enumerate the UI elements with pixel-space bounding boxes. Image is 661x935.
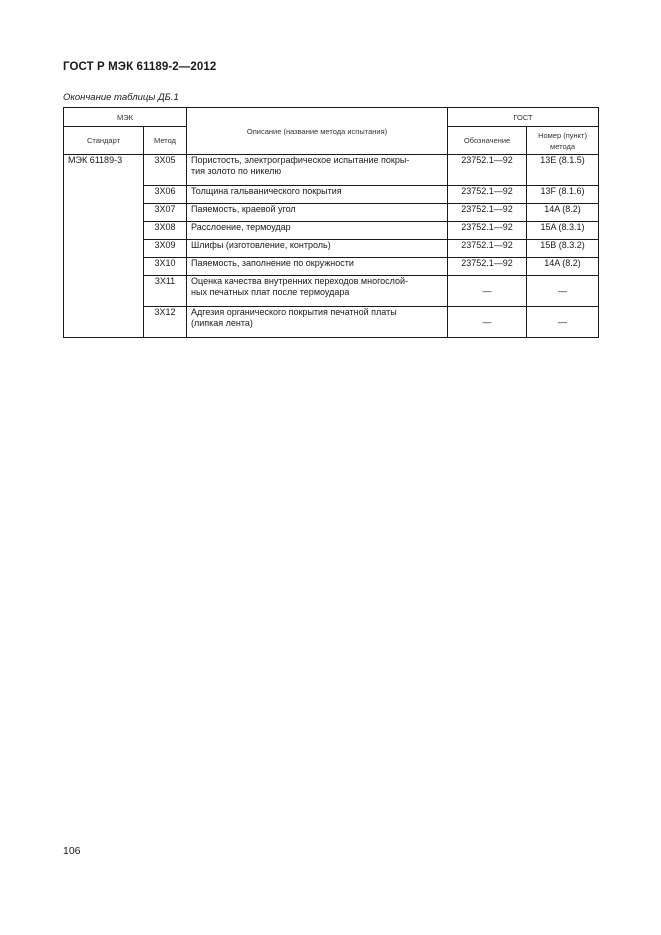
header-mek: МЭК [64,108,187,127]
page-number: 106 [63,845,81,857]
cell-number: 15A (8.3.1) [527,222,599,240]
cell-designation: — [448,307,527,338]
table-row [64,204,599,222]
cell-number: 13E (8.1.5) [527,155,599,186]
table-row [64,276,599,307]
desc-line: тия золото по никелю [191,166,282,176]
cell-description: Шлифы (изготовление, контроль) [187,240,448,258]
table-row [64,222,599,240]
desc-line: (липкая лента) [191,318,253,328]
cell-designation: 23752.1—92 [448,204,527,222]
desc-line: Оценка качества внутренних переходов многослой- [191,276,409,286]
cell-method: 3X09 [144,240,187,258]
desc-line: Пористость, электрографическое испытание покры- [191,155,410,165]
cell-description: Паяемость, краевой угол [187,204,448,222]
cell-number: 13F (8.1.6) [527,186,599,204]
cell-number: — [527,307,599,338]
cell-designation: 23752.1—92 [448,155,527,186]
cell-standard: МЭК 61189-3 [64,155,144,338]
header-description: Описание (название метода испытания) [187,108,448,155]
cell-method: 3X05 [144,155,187,186]
cell-description: Толщина гальванического покрытия [187,186,448,204]
cell-designation: 23752.1—92 [448,222,527,240]
cell-number: 14A (8.2) [527,204,599,222]
table-row [64,240,599,258]
desc-line: ных печатных плат после термоудара [191,287,350,297]
cell-designation: 23752.1—92 [448,258,527,276]
header-designation: Обозначение [448,127,527,155]
header-number-line1: Номер (пункт) [538,130,587,140]
document-code: ГОСТ Р МЭК 61189-2—2012 [63,61,217,73]
cell-description [187,307,448,338]
cell-number: 15B (8.3.2) [527,240,599,258]
cell-method: 3X08 [144,222,187,240]
cell-designation: 23752.1—92 [448,186,527,204]
cell-description [187,276,448,307]
desc-line: Адгезия органического покрытия печатной платы [191,307,397,317]
table-row [64,186,599,204]
cell-method: 3X07 [144,204,187,222]
header-number [527,127,599,155]
cell-description: Расслоение, термоудар [187,222,448,240]
header-gost: ГОСТ [448,108,599,127]
cell-method: 3X12 [144,307,187,338]
table-row [64,307,599,338]
table-row [64,155,599,186]
cell-description: Паяемость, заполнение по окружности [187,258,448,276]
methods-table [63,107,599,338]
cell-description [187,155,448,186]
cell-method: 3X06 [144,186,187,204]
cell-number: — [527,276,599,307]
cell-method: 3X11 [144,276,187,307]
header-method: Метод [144,127,187,155]
header-number-line2: метода [550,141,576,151]
cell-designation: — [448,276,527,307]
cell-number: 14A (8.2) [527,258,599,276]
cell-designation: 23752.1—92 [448,240,527,258]
table-caption: Окончание таблицы ДБ.1 [63,92,179,103]
header-standard: Стандарт [64,127,144,155]
table-row [64,258,599,276]
cell-method: 3X10 [144,258,187,276]
